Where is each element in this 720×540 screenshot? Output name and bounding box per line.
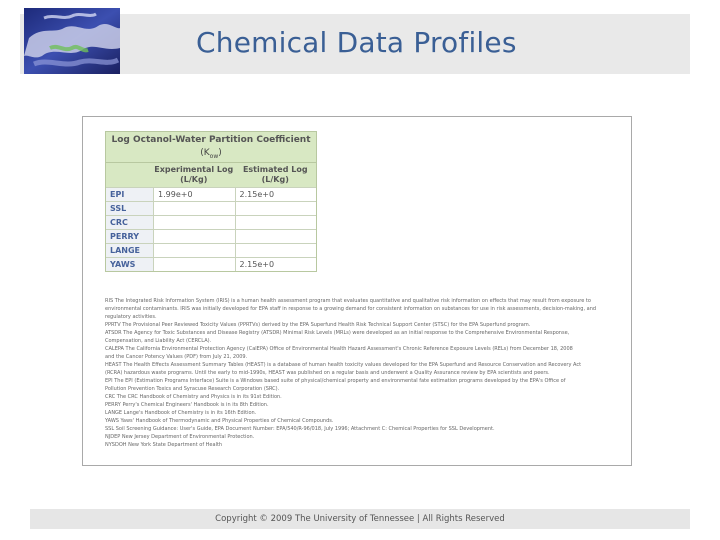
reference-line: RIS The Integrated Risk Information System (IRIS) is a human health assessment program that evaluates quantitative and qualitative risk information on effects that may result from exposure to — [105, 298, 591, 304]
cell-estimated: 2.15e+0 — [235, 258, 317, 271]
row-label: EPI — [106, 188, 153, 201]
reference-line: NYSDOH New York State Department of Health — [105, 442, 223, 448]
table-row — [106, 243, 316, 257]
reference-line: HEAST The Health Effects Assessment Summary Tables (HEAST) is a database of human health toxicity values developed for the EPA Superfund and Resource Conservation and Recovery Act — [105, 362, 582, 368]
reference-line: YAWS Yaws' Handbook of Thermodynamic and Physical Properties of Chemical Compounds. — [105, 418, 334, 424]
table-row — [106, 215, 316, 229]
property-table — [105, 131, 317, 272]
document-frame — [82, 116, 632, 466]
row-label: CRC — [106, 216, 153, 229]
row-label: SSL — [106, 202, 153, 215]
table-row — [106, 229, 316, 243]
copyright-footer: Copyright © 2009 The University of Tennessee | All Rights Reserved — [215, 514, 505, 524]
cell-estimated: 2.15e+0 — [235, 188, 317, 201]
reference-line: LANGE Lange's Handbook of Chemistry is in its 16th Edition. — [105, 410, 257, 416]
col-estimated: Estimated Log (L/Kg) — [242, 164, 308, 184]
cell-estimated — [235, 244, 317, 257]
reference-line: CALEPA The California Environmental Protection Agency (CalEPA) Office of Environmental Health Hazard Assessment's Chronic Reference Exposure Levels (RELs) from December 18, 2008 — [105, 346, 573, 352]
table-symbol: $(K_{ow})$ — [106, 148, 316, 162]
cell-experimental — [153, 230, 235, 243]
cell-experimental — [153, 244, 235, 257]
reference-line: ATSDR The Agency for Toxic Substances and Disease Registry (ATSDR) Minimal Risk Levels (MRLs) were developed as an initial response to the Comprehensive Environmental Response, — [105, 330, 570, 336]
row-label: LANGE — [106, 244, 153, 257]
table-row — [106, 187, 316, 201]
reference-line: PERRY Perry's Chemical Engineers' Handbook is in its 8th Edition. — [105, 402, 269, 408]
references-list — [105, 297, 617, 449]
reference-line: SSL Soil Screening Guidance: User's Guide, EPA Document Number: EPA/540/R-96/018, July 1996; Attachment C: Chemical Properties for SSL Development. — [105, 426, 495, 432]
table-row — [106, 257, 316, 271]
row-label: PERRY — [106, 230, 153, 243]
table-row — [106, 201, 316, 215]
cell-experimental — [153, 202, 235, 215]
cell-experimental — [153, 216, 235, 229]
satellite-map-logo — [24, 8, 120, 74]
reference-line: regulatory activities. — [105, 314, 157, 320]
reference-line: PPRTV The Provisional Peer Reviewed Toxicity Values (PPRTVs) derived by the EPA Superfund Health Risk Technical Support Center (STSC) for the EPA Superfund program. — [105, 322, 531, 328]
reference-line: EPI The EPI (Estimation Programs Interface) Suite is a Windows based suite of physical/chemical property and environmental fate estimation programs developed by the EPA's Office of — [105, 378, 566, 384]
table-title: Log Octanol-Water Partition Coefficient — [106, 132, 316, 148]
reference-line: NJDEP New Jersey Department of Environmental Protection. — [105, 434, 255, 440]
col-experimental: Experimental Log (L/Kg) — [154, 164, 234, 184]
cell-estimated — [235, 216, 317, 229]
cell-experimental — [153, 258, 235, 271]
reference-line: Compensation, and Liability Act (CERCLA). — [105, 338, 212, 344]
reference-line: and the Cancer Potency Values (PDF) from July 21, 2009. — [105, 354, 248, 360]
reference-line: Pollution Prevention Toxics and Syracuse Research Corporation (SRC). — [105, 386, 280, 392]
reference-line: (RCRA) hazardous waste programs. Until the early to mid-1990s, HEAST was published on a regular basis and underwent a Quality Assurance review by EPA scientists and peers. — [105, 370, 550, 376]
cell-estimated — [235, 230, 317, 243]
page-title: Chemical Data Profiles — [196, 26, 517, 59]
cell-experimental: 1.99e+0 — [153, 188, 235, 201]
cell-estimated — [235, 202, 317, 215]
table-header-row — [106, 162, 316, 187]
reference-line: CRC The CRC Handbook of Chemistry and Physics is in its 91st Edition. — [105, 394, 282, 400]
row-label: YAWS — [106, 258, 153, 271]
reference-line: environmental contaminants. IRIS was initially developed for EPA staff in response to a growing demand for consistent information on substances for use in risk assessments, decision-making, and — [105, 306, 597, 312]
